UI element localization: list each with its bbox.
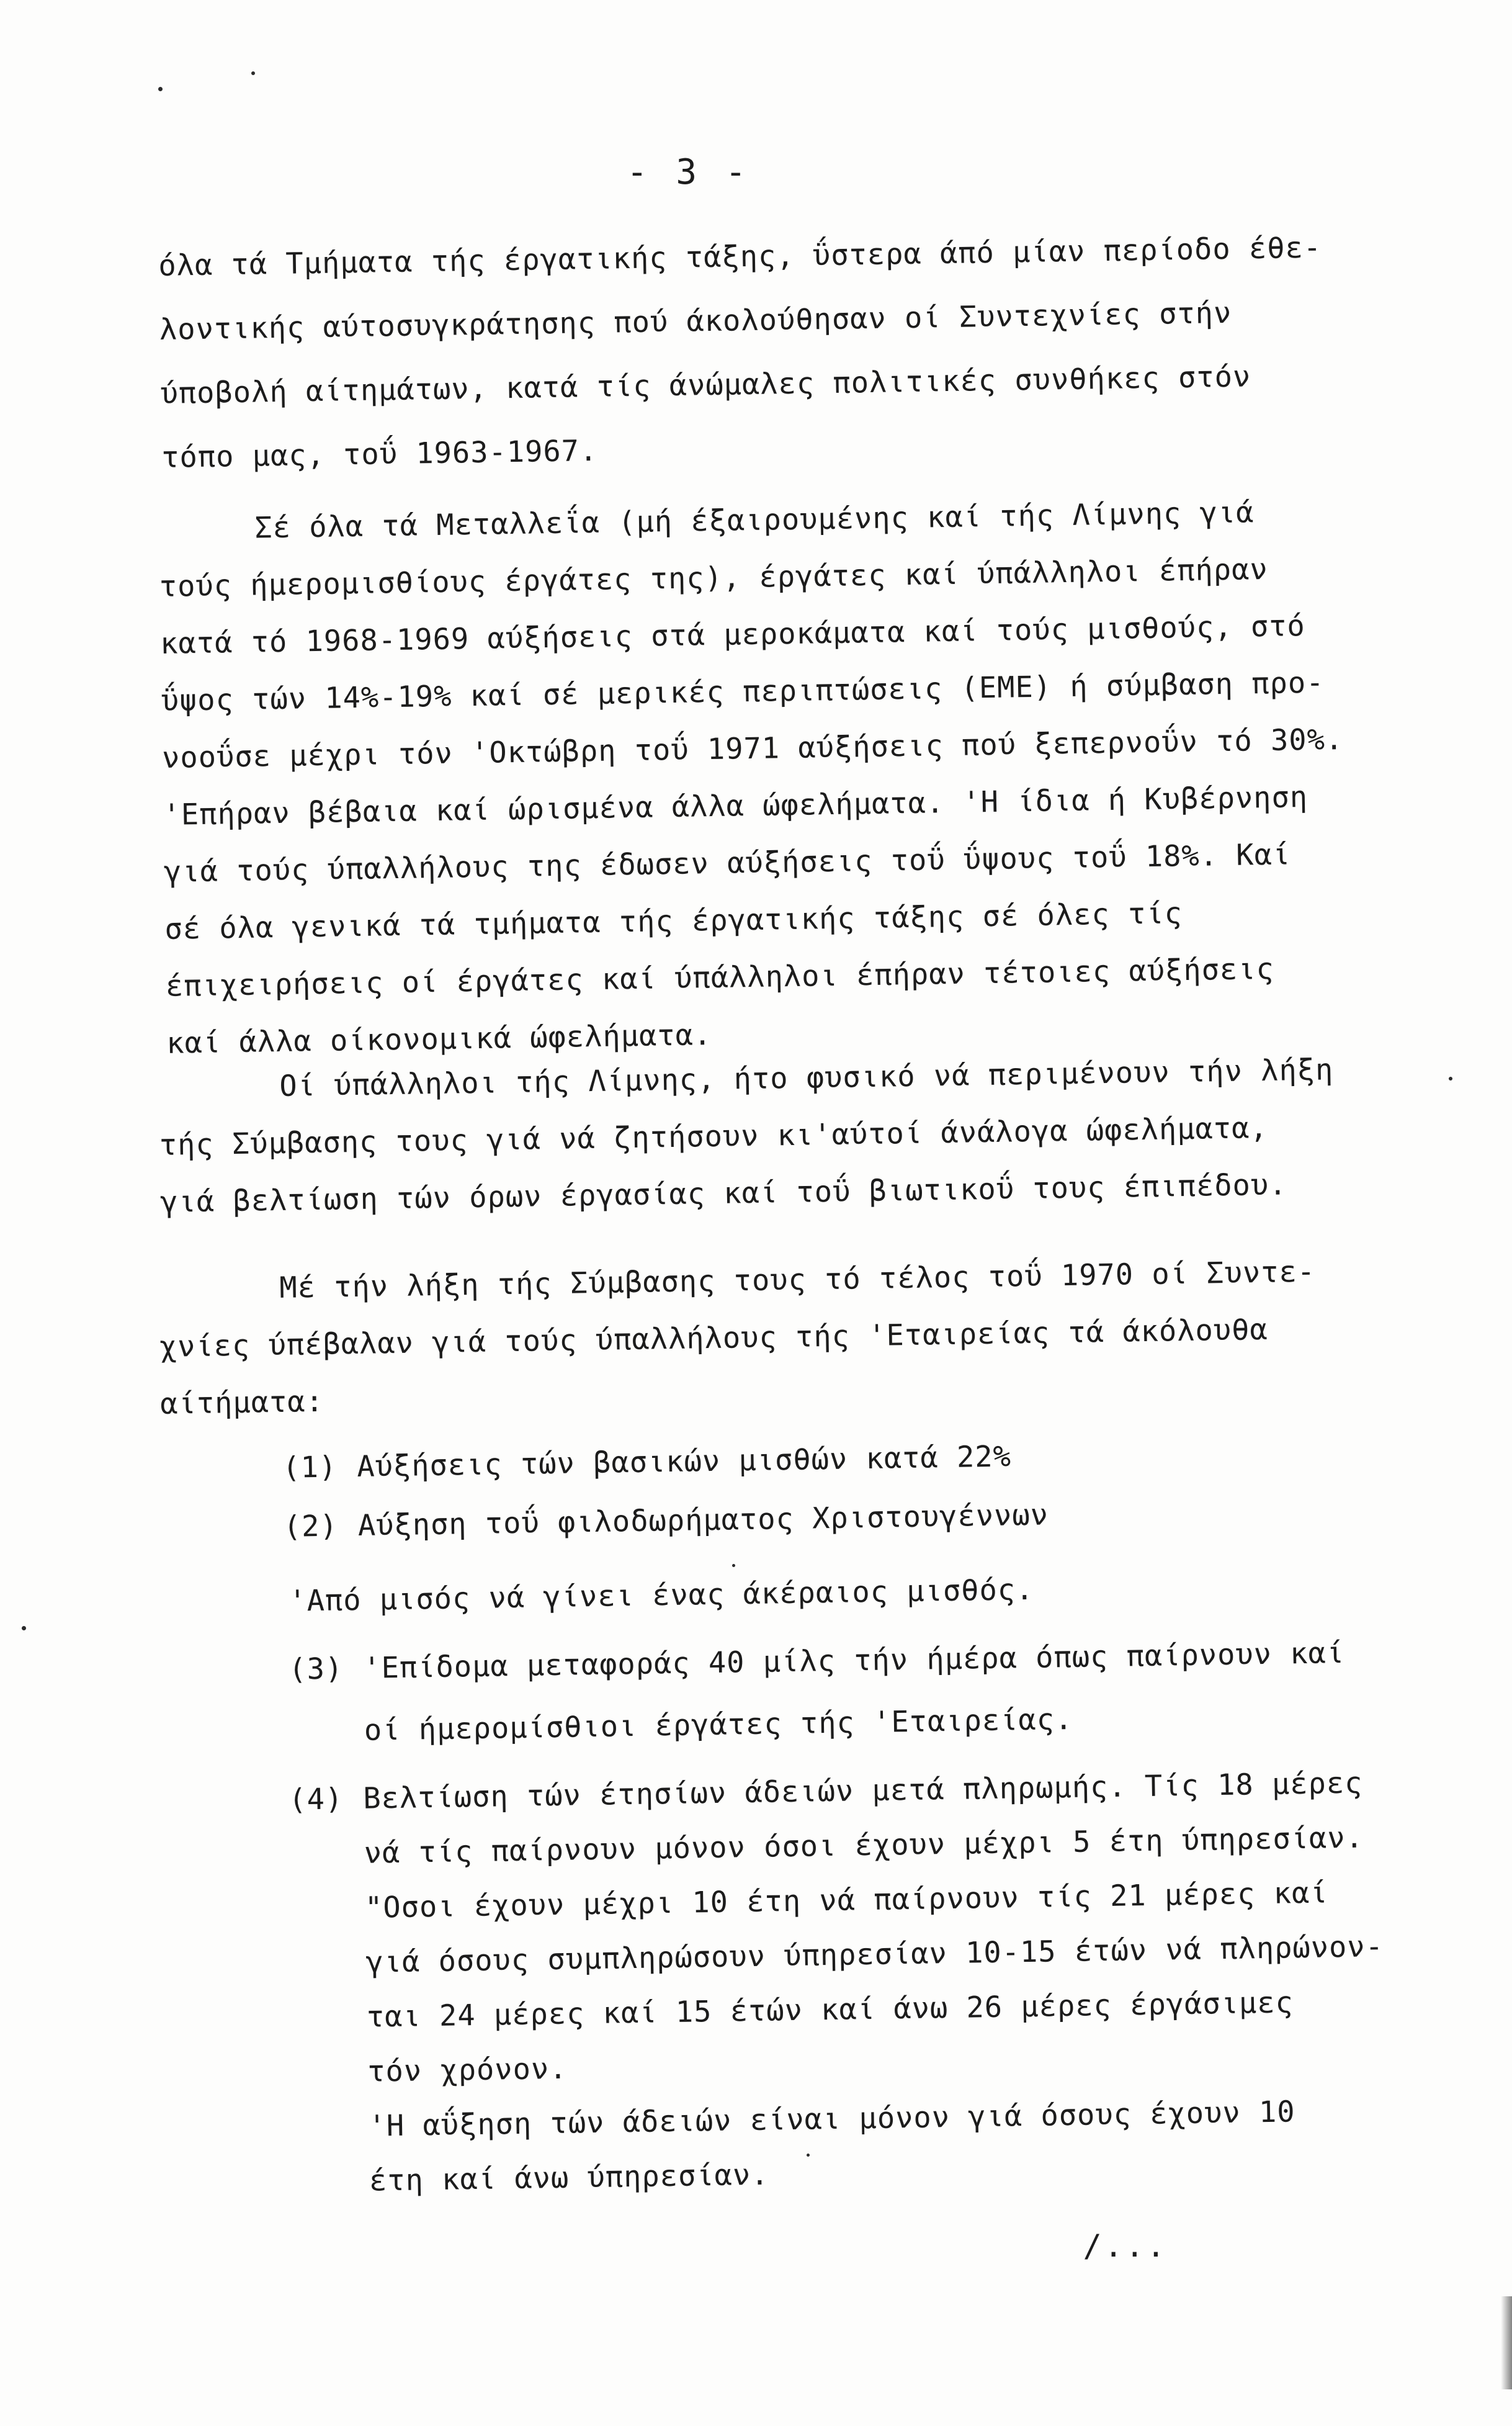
- list-number: (3): [288, 1651, 344, 1687]
- page-number: - 3 -: [627, 152, 750, 192]
- text-line: Σέ όλα τά Μεταλλεΐα (μή έξαιρουμένης καί τής Λίμνης γιά: [254, 495, 1255, 546]
- text-line: σέ όλα γενικά τά τμήματα τής έργατικής τάξης σέ όλες τίς: [164, 896, 1183, 946]
- scan-speck: [251, 71, 255, 75]
- text-line: ύποβολή αίτημάτων, κατά τίς άνώμαλες πολιτικές συνθήκες στόν: [160, 359, 1251, 411]
- scan-speck: [158, 87, 163, 91]
- list-item: Βελτίωση τών έτησίων άδειών μετά πληρωμής. Τίς 18 μέρες: [362, 1766, 1363, 1816]
- text-line: τής Σύμβασης τους γιά νά ζητήσουν κι'αύτοί άνάλογα ώφελήματα,: [159, 1110, 1269, 1162]
- text-line: γιά τούς ύπαλλήλους της έδωσεν αύξήσεις τοΰ ΰψους τοΰ 18%. Καί: [163, 837, 1291, 889]
- list-item: Αύξήσεις τών βασικών μισθών κατά 22%: [356, 1439, 1012, 1484]
- list-item: οί ήμερομίσθιοι έργάτες τής 'Εταιρείας.: [364, 1702, 1073, 1748]
- list-number: (2): [283, 1509, 339, 1544]
- text-line: τούς ήμερομισθίους έργάτες της), έργάτες καί ύπάλληλοι έπήραν: [159, 552, 1269, 604]
- text-line: νοοΰσε μέχρι τόν 'Οκτώβρη τοΰ 1971 αύξήσεις πού ξεπερνοΰν τό 30%.: [161, 722, 1344, 775]
- text-line: κατά τό 1968-1969 αύξήσεις στά μεροκάματα καί τούς μισθούς, στό: [159, 608, 1306, 661]
- text-line: καί άλλα οίκονομικά ώφελήματα.: [166, 1018, 712, 1061]
- continuation-mark: /...: [1083, 2228, 1168, 2264]
- list-item: 'Επίδομα μεταφοράς 40 μίλς τήν ήμέρα όπως παίρνουν καί: [362, 1635, 1345, 1686]
- demand-note: [158, 1569, 1405, 1619]
- text-line: λοντικής αύτοσυγκράτησης πού άκολούθησαν οί Συντεχνίες στήν: [159, 295, 1232, 347]
- list-item: τόν χρόνον.: [367, 2051, 568, 2089]
- paragraph-4: [158, 1254, 1405, 1421]
- text-line: Μέ τήν λήξη τής Σύμβασης τους τό τέλος τοΰ 1970 οί Συντε-: [279, 1254, 1316, 1305]
- text-line: έπιχειρήσεις οί έργάτες καί ύπάλληλοι έπήραν τέτοιες αύξήσεις: [165, 951, 1275, 1004]
- text-line: ΰψος τών 14%-19% καί σέ μερικές περιπτώσεις (ΕΜΕ) ή σύμβαση προ-: [161, 665, 1325, 718]
- text-line: γιά βελτίωση τών όρων έργασίας καί τοΰ βιωτικοΰ τους έπιπέδου.: [159, 1167, 1287, 1220]
- list-number: (4): [288, 1782, 344, 1817]
- text-line: χνίες ύπέβαλαν γιά τούς ύπαλλήλους τής 'Εταιρείας τά άκόλουθα: [159, 1312, 1269, 1364]
- list-number: (1): [282, 1450, 338, 1485]
- paragraph-1: [158, 230, 1405, 475]
- text-line: 'Επήραν βέβαια καί ώρισμένα άλλα ώφελήματα. 'Η ίδια ή Κυβέρνηση: [163, 779, 1308, 832]
- text-line: όλα τά Τμήματα τής έργατικής τάξης, ΰστερα άπό μίαν περίοδο έθε-: [158, 230, 1322, 283]
- text-line: 'Από μισός νά γίνει ένας άκέραιος μισθός.: [288, 1572, 1034, 1619]
- scan-speck: [1449, 1077, 1452, 1080]
- demand-4: [158, 1766, 1405, 2198]
- text-line: τόπο μας, τοΰ 1963-1967.: [161, 433, 598, 475]
- list-item: γιά όσους συμπληρώσουν ύπηρεσίαν 10-15 έτών νά πληρώνον-: [365, 1930, 1384, 1980]
- list-item: Αύξηση τοΰ φιλοδωρήματος Χριστουγέννων: [357, 1498, 1049, 1543]
- scan-speck: [807, 2154, 810, 2157]
- paragraph-2: [158, 495, 1405, 1061]
- list-item: νά τίς παίρνουν μόνον όσοι έχουν μέχρι 5 έτη ύπηρεσίαν.: [364, 1820, 1364, 1871]
- text-line: αίτήματα:: [159, 1384, 324, 1421]
- scan-speck: [732, 1564, 735, 1567]
- list-item: 'Η αΰξηση τών άδειών είναι μόνον γιά όσους έχουν 10: [368, 2095, 1295, 2144]
- list-item: "Οσοι έχουν μέχρι 10 έτη νά παίρνουν τίς 21 μέρες καί: [364, 1876, 1329, 1925]
- list-item: ται 24 μέρες καί 15 έτών καί άνω 26 μέρες έργάσιμες: [366, 1985, 1294, 2034]
- scan-speck: [22, 1626, 26, 1630]
- scan-edge-shadow: [1501, 2296, 1512, 2389]
- text-line: Οί ύπάλληλοι τής Λίμνης, ήτο φυσικό νά περιμένουν τήν λήξη: [279, 1053, 1334, 1103]
- list-item: έτη καί άνω ύπηρεσίαν.: [369, 2157, 769, 2198]
- demand-3: [158, 1635, 1405, 1748]
- demand-list: [158, 1435, 1405, 1544]
